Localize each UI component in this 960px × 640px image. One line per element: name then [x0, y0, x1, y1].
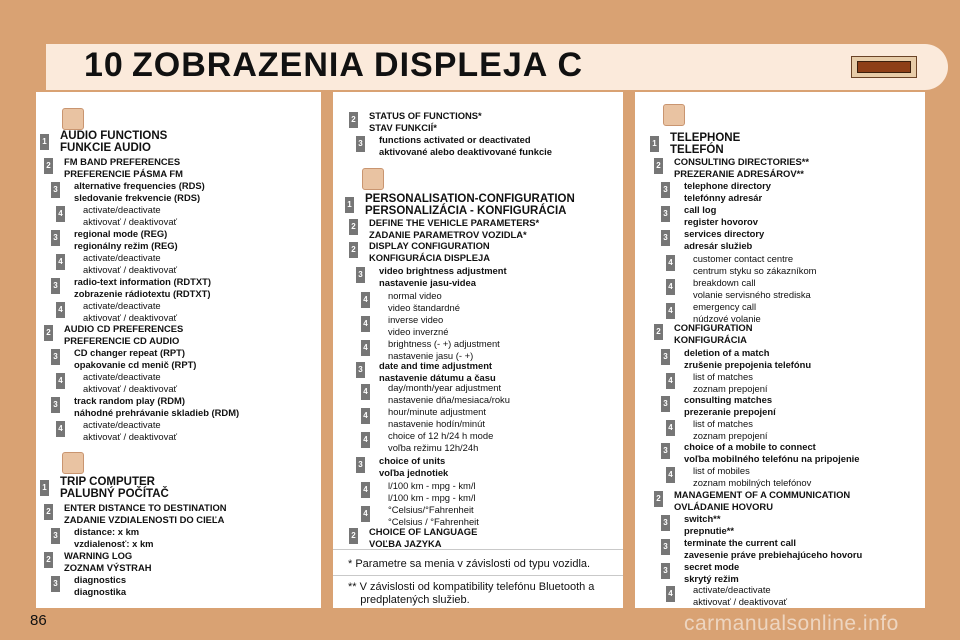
entry-level-4: activate/deactivate aktivovať / deaktivovať [693, 584, 788, 607]
entry-level-2: STATUS OF FUNCTIONS* STAV FUNKCIÍ* [369, 110, 482, 133]
entry-level-3: deletion of a match zrušenie prepojenia telefónu [684, 347, 812, 370]
entry-level-2: AUDIO CD PREFERENCES PREFERENCIE CD AUDIO [64, 323, 184, 346]
level-badge: 4 [56, 421, 65, 437]
level-badge: 4 [361, 408, 370, 424]
level-badge: 1 [650, 136, 659, 152]
level-badge: 3 [51, 528, 60, 544]
entry-level-2: CONFIGURATION KONFIGURÁCIA [674, 322, 753, 345]
footnote-1: * Parametre sa menia v závislosti od typu vozidla. [348, 558, 591, 570]
entry-level-4: l/100 km - mpg - km/l l/100 km - mpg - km/l [388, 480, 476, 503]
level-badge: 3 [356, 362, 365, 378]
level-badge: 4 [361, 482, 370, 498]
level-badge: 4 [666, 303, 675, 319]
telephone-icon [663, 104, 685, 126]
entry-level-2: ENTER DISTANCE TO DESTINATION ZADANIE VZDIALENOSTI DO CIEĽA [64, 502, 227, 525]
page-title: ZOBRAZENIA DISPLEJA C [132, 46, 584, 84]
entry-level-3: functions activated or deactivated aktivované alebo deaktivované funkcie [379, 134, 552, 157]
level-badge: 4 [666, 373, 675, 389]
level-badge: 3 [661, 206, 670, 222]
entry-level-3: radio-text information (RDTXT) zobrazenie rádiotextu (RDTXT) [74, 276, 211, 299]
entry-level-3: CD changer repeat (RPT) opakovanie cd menič (RPT) [74, 347, 197, 370]
entry-level-4: list of matches zoznam prepojení [693, 371, 768, 394]
entry-level-1: TRIP COMPUTER PALUBNÝ POČÍTAČ [60, 476, 169, 500]
audio-icon [62, 108, 84, 130]
level-badge: 3 [51, 278, 60, 294]
level-badge: 3 [661, 539, 670, 555]
entry-level-2: CHOICE OF LANGUAGE VOĽBA JAZYKA [369, 526, 478, 549]
level-badge: 2 [44, 552, 53, 568]
level-badge: 3 [356, 136, 365, 152]
entry-level-4: inverse video video inverzné [388, 314, 449, 337]
entry-level-4: normal video video štandardné [388, 290, 460, 313]
level-badge: 3 [661, 563, 670, 579]
entry-level-3: call log register hovorov [684, 204, 758, 227]
level-badge: 2 [654, 158, 663, 174]
level-badge: 4 [361, 506, 370, 522]
level-badge: 4 [361, 316, 370, 332]
level-badge: 4 [666, 255, 675, 271]
level-badge: 4 [361, 384, 370, 400]
entry-level-3: switch** prepnutie** [684, 513, 735, 536]
level-badge: 4 [361, 432, 370, 448]
entry-level-4: day/month/year adjustment nastavenie dňa/mesiaca/roku [388, 382, 510, 405]
display-screen-icon [857, 61, 911, 73]
entry-level-2: WARNING LOG ZOZNAM VÝSTRAH [64, 550, 152, 573]
level-badge: 4 [666, 279, 675, 295]
entry-level-4: customer contact centre centrum styku so zákazníkom [693, 253, 817, 276]
level-badge: 3 [661, 515, 670, 531]
entry-level-3: terminate the current call zavesenie práve prebiehajúceho hovoru [684, 537, 863, 560]
entry-level-1: AUDIO FUNCTIONS FUNKCIE AUDIO [60, 130, 168, 154]
entry-level-3: secret mode skrytý režim [684, 561, 740, 584]
level-badge: 2 [349, 528, 358, 544]
personalisation-icon [362, 168, 384, 190]
entry-level-4: activate/deactivate aktivovať / deaktivovať [83, 204, 178, 227]
chapter-number: 10 [84, 46, 124, 84]
entry-level-3: video brightness adjustment nastavenie jasu-videa [379, 265, 507, 288]
entry-level-3: diagnostics diagnostika [74, 574, 127, 597]
level-badge: 2 [654, 324, 663, 340]
entry-level-4: list of matches zoznam prepojení [693, 418, 768, 441]
entry-level-4: activate/deactivate aktivovať / deaktivovať [83, 300, 178, 323]
level-badge: 3 [661, 230, 670, 246]
level-badge: 3 [661, 396, 670, 412]
entry-level-1: TELEPHONE TELEFÓN [670, 132, 741, 156]
level-badge: 3 [51, 576, 60, 592]
level-badge: 4 [666, 586, 675, 602]
entry-level-4: breakdown call volanie servisného strediska [693, 277, 811, 300]
level-badge: 3 [356, 267, 365, 283]
level-badge: 3 [51, 397, 60, 413]
entry-level-4: activate/deactivate aktivovať / deaktivovať [83, 371, 178, 394]
level-badge: 3 [51, 349, 60, 365]
entry-level-2: DEFINE THE VEHICLE PARAMETERS* ZADANIE PARAMETROV VOZIDLA* [369, 217, 540, 240]
entry-level-2: DISPLAY CONFIGURATION KONFIGURÁCIA DISPLEJA [369, 240, 491, 263]
entry-level-4: °Celsius/°Fahrenheit °Celsius / °Fahrenheit [388, 504, 479, 527]
level-badge: 4 [56, 302, 65, 318]
level-badge: 1 [345, 197, 354, 213]
entry-level-2: CONSULTING DIRECTORIES** PREZERANIE ADRESÁROV** [674, 156, 810, 179]
level-badge: 2 [44, 504, 53, 520]
entry-level-3: choice of units voľba jednotiek [379, 455, 449, 478]
level-badge: 4 [56, 254, 65, 270]
entry-level-4: activate/deactivate aktivovať / deaktivovať [83, 252, 178, 275]
level-badge: 4 [361, 292, 370, 308]
watermark: carmanualsonline.info [684, 612, 899, 635]
level-badge: 1 [40, 134, 49, 150]
entry-level-3: telephone directory telefónny adresár [684, 180, 771, 203]
level-badge: 1 [40, 480, 49, 496]
entry-level-3: track random play (RDM) náhodné prehrávanie skladieb (RDM) [74, 395, 240, 418]
level-badge: 4 [56, 206, 65, 222]
entry-level-3: alternative frequencies (RDS) sledovanie frekvencie (RDS) [74, 180, 205, 203]
level-badge: 2 [44, 158, 53, 174]
level-badge: 3 [356, 457, 365, 473]
level-badge: 4 [361, 340, 370, 356]
level-badge: 3 [51, 182, 60, 198]
level-badge: 3 [661, 349, 670, 365]
level-badge: 2 [349, 242, 358, 258]
level-badge: 2 [349, 112, 358, 128]
level-badge: 2 [44, 325, 53, 341]
entry-level-4: choice of 12 h/24 h mode voľba režimu 12h/24h [388, 430, 494, 453]
entry-level-4: emergency call núdzové volanie [693, 301, 761, 324]
display-badge-icon [851, 56, 917, 78]
page-number: 86 [30, 612, 47, 629]
entry-level-3: consulting matches prezeranie prepojení [684, 394, 776, 417]
level-badge: 4 [56, 373, 65, 389]
level-badge: 3 [661, 182, 670, 198]
level-badge: 4 [666, 420, 675, 436]
level-badge: 3 [51, 230, 60, 246]
entry-level-3: services directory adresár služieb [684, 228, 765, 251]
entry-level-3: choice of a mobile to connect voľba mobilného telefónu na pripojenie [684, 441, 860, 464]
entry-level-4: brightness (- +) adjustment nastavenie jasu (- +) [388, 338, 500, 361]
level-badge: 3 [661, 443, 670, 459]
entry-level-2: FM BAND PREFERENCES PREFERENCIE PÁSMA FM [64, 156, 183, 179]
entry-level-4: activate/deactivate aktivovať / deaktivovať [83, 419, 178, 442]
entry-level-3: distance: x km vzdialenosť: x km [74, 526, 154, 549]
level-badge: 2 [349, 219, 358, 235]
entry-level-2: MANAGEMENT OF A COMMUNICATION OVLÁDANIE HOVORU [674, 489, 851, 512]
level-badge: 4 [666, 467, 675, 483]
entry-level-1: PERSONALISATION-CONFIGURATION PERSONALIZÁCIA - KONFIGURÁCIA [365, 193, 575, 217]
entry-level-4: hour/minute adjustment nastavenie hodín/minút [388, 406, 486, 429]
entry-level-3: date and time adjustment nastavenie dátumu a času [379, 360, 496, 383]
trip-computer-icon [62, 452, 84, 474]
level-badge: 2 [654, 491, 663, 507]
footnote-divider [333, 549, 623, 550]
footnote-2: ** V závislosti od kompatibility telefónu Bluetooth a predplatených služieb. [348, 581, 595, 606]
entry-level-4: list of mobiles zoznam mobilných telefónov [693, 465, 812, 488]
entry-level-3: regional mode (REG) regionálny režim (REG) [74, 228, 178, 251]
footnote-divider [333, 575, 623, 576]
